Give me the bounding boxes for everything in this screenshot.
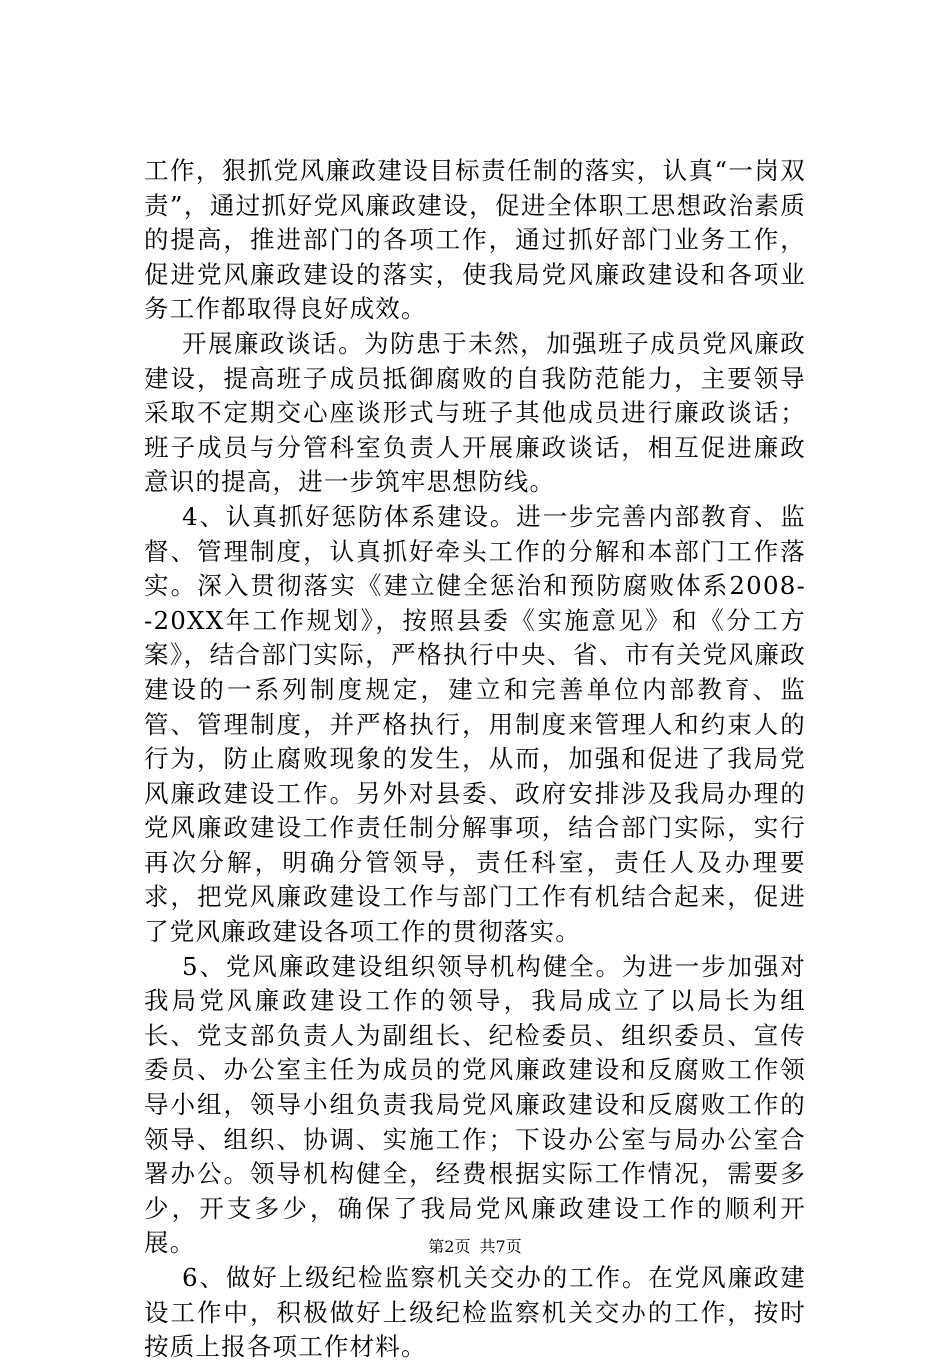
- document-body: [144, 154, 806, 1365]
- paragraph-item-6: 6、做好上级纪检监察机关交办的工作。在党风廉政建设工作中，积极做好上级纪检监察机关交办的工作，按时按质上报各项工作材料。: [144, 1263, 806, 1362]
- page-number: 第2页: [428, 1237, 471, 1256]
- page-total: 共7页: [479, 1237, 522, 1256]
- paragraph-item-4: 4、认真抓好惩防体系建设。进一步完善内部教育、监督、管理制度，认真抓好牵头工作的分解和本部门工作落实。深入贯彻落实《建立健全惩治和预防腐败体系2008--20XX年工作规划》，按照县委《实施意见》和《分工方案》，结合部门实际，严格执行中央、省、市有关党风廉政建设的一系列制度规定，建立和完善单位内部教育、监管、管理制度，并严格执行，用制度来管理人和约束人的行为，防止腐败现象的发生，从而，加强和促进了我局党风廉政建设工作。另外对县委、政府安排涉及我局办理的党风廉政建设工作责任制分解事项，结合部门实际，实行再次分解，明确分管领导，责任科室，责任人及办理要求，把党风廉政建设工作与部门工作有机结合起来，促进了党风廉政建设各项工作的贯彻落实。: [144, 501, 806, 947]
- paragraph-integrity-talk: 开展廉政谈话。为防患于未然，加强班子成员党风廉政建设，提高班子成员抵御腐败的自我防范能力，主要领导采取不定期交心座谈形式与班子其他成员进行廉政谈话；班子成员与分管科室负责人开展廉政谈话，相互促进廉政意识的提高，进一步筑牢思想防线。: [144, 328, 806, 497]
- paragraph-item-5: 5、党风廉政建设组织领导机构健全。为进一步加强对我局党风廉政建设工作的领导，我局成立了以局长为组长、党支部负责人为副组长、纪检委员、组织委员、宣传委员、办公室主任为成员的党风廉政建设和反腐败工作领导小组，领导小组负责我局党风廉政建设和反腐败工作的领导、组织、协调、实施工作；下设办公室与局办公室合署办公。领导机构健全，经费根据实际工作情况，需要多少，开支多少，确保了我局党风廉政建设工作的顺利开展。: [144, 951, 806, 1258]
- paragraph-continuation: 工作，狠抓党风廉政建设目标责任制的落实，认真“一岗双责”，通过抓好党风廉政建设，促进全体职工思想政治素质的提高，推进部门的各项工作，通过抓好部门业务工作，促进党风廉政建设的落实，使我局党风廉政建设和各项业务工作都取得良好成效。: [144, 156, 806, 324]
- page-footer: [0, 1236, 950, 1258]
